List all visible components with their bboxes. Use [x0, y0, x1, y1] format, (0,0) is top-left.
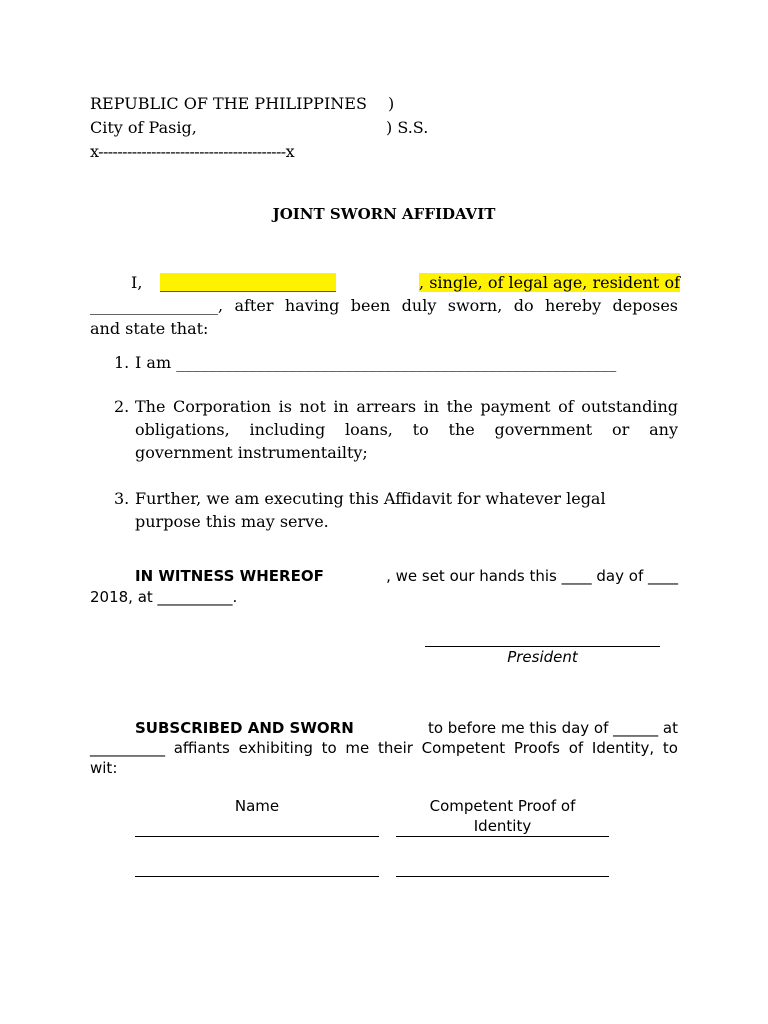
item-1-line-1: I am _______________________________________________________ — [135, 353, 617, 372]
table-header-name: Name — [234, 797, 280, 815]
item-number-2: 2. — [114, 397, 130, 416]
intro-line-3: and state that: — [90, 319, 209, 338]
item-2-line-1: The Corporation is not in arrears in the payment of outstanding — [135, 397, 678, 416]
item-2-line-3: government instrumentailty; — [135, 443, 368, 462]
venue-republic: REPUBLIC OF THE PHILIPPINES — [90, 94, 367, 113]
affiant-name-blank: ______________________ — [160, 273, 336, 292]
item-number-3: 3. — [114, 489, 130, 508]
venue-ss: ) S.S. — [386, 118, 429, 137]
item-3-line-2: purpose this may serve. — [135, 512, 329, 531]
name-line-1 — [135, 836, 379, 837]
item-number-1: 1. — [114, 353, 130, 372]
proof-line-1 — [396, 836, 609, 837]
venue-paren-1: ) — [388, 94, 395, 113]
witness-line-2: 2018, at __________. — [90, 588, 238, 606]
witness-bold: IN WITNESS WHEREOF — [135, 567, 324, 585]
table-header-proof-2: Identity — [473, 817, 532, 835]
jurat-line-3: wit: — [90, 759, 118, 777]
signature-label: President — [507, 648, 578, 666]
table-header-proof-1: Competent Proof of — [429, 797, 576, 815]
signature-line — [425, 646, 660, 647]
jurat-line-2: __________ affiants exhibiting to me their Competent Proofs of Identity, to — [90, 739, 678, 757]
proof-line-2 — [396, 876, 609, 877]
intro-suffix: , single, of legal age, resident of — [419, 273, 680, 292]
witness-rest: , we set our hands this ____ day of ____ — [386, 567, 678, 585]
intro-line-2: ________________, after having been duly sworn, do hereby deposes — [90, 296, 678, 315]
item-3-line-1: Further, we am executing this Affidavit for whatever legal — [135, 489, 606, 508]
venue-divider: x---------------------------------------x — [90, 142, 295, 161]
name-line-2 — [135, 876, 379, 877]
item-2-line-2: obligations, including loans, to the government or any — [135, 420, 678, 439]
venue-city: City of Pasig, — [90, 118, 197, 137]
jurat-bold: SUBSCRIBED AND SWORN — [135, 719, 354, 737]
document-title: JOINT SWORN AFFIDAVIT — [272, 205, 496, 223]
jurat-rest: to before me this day of ______ at — [423, 719, 678, 737]
intro-prefix: I, — [131, 273, 143, 292]
